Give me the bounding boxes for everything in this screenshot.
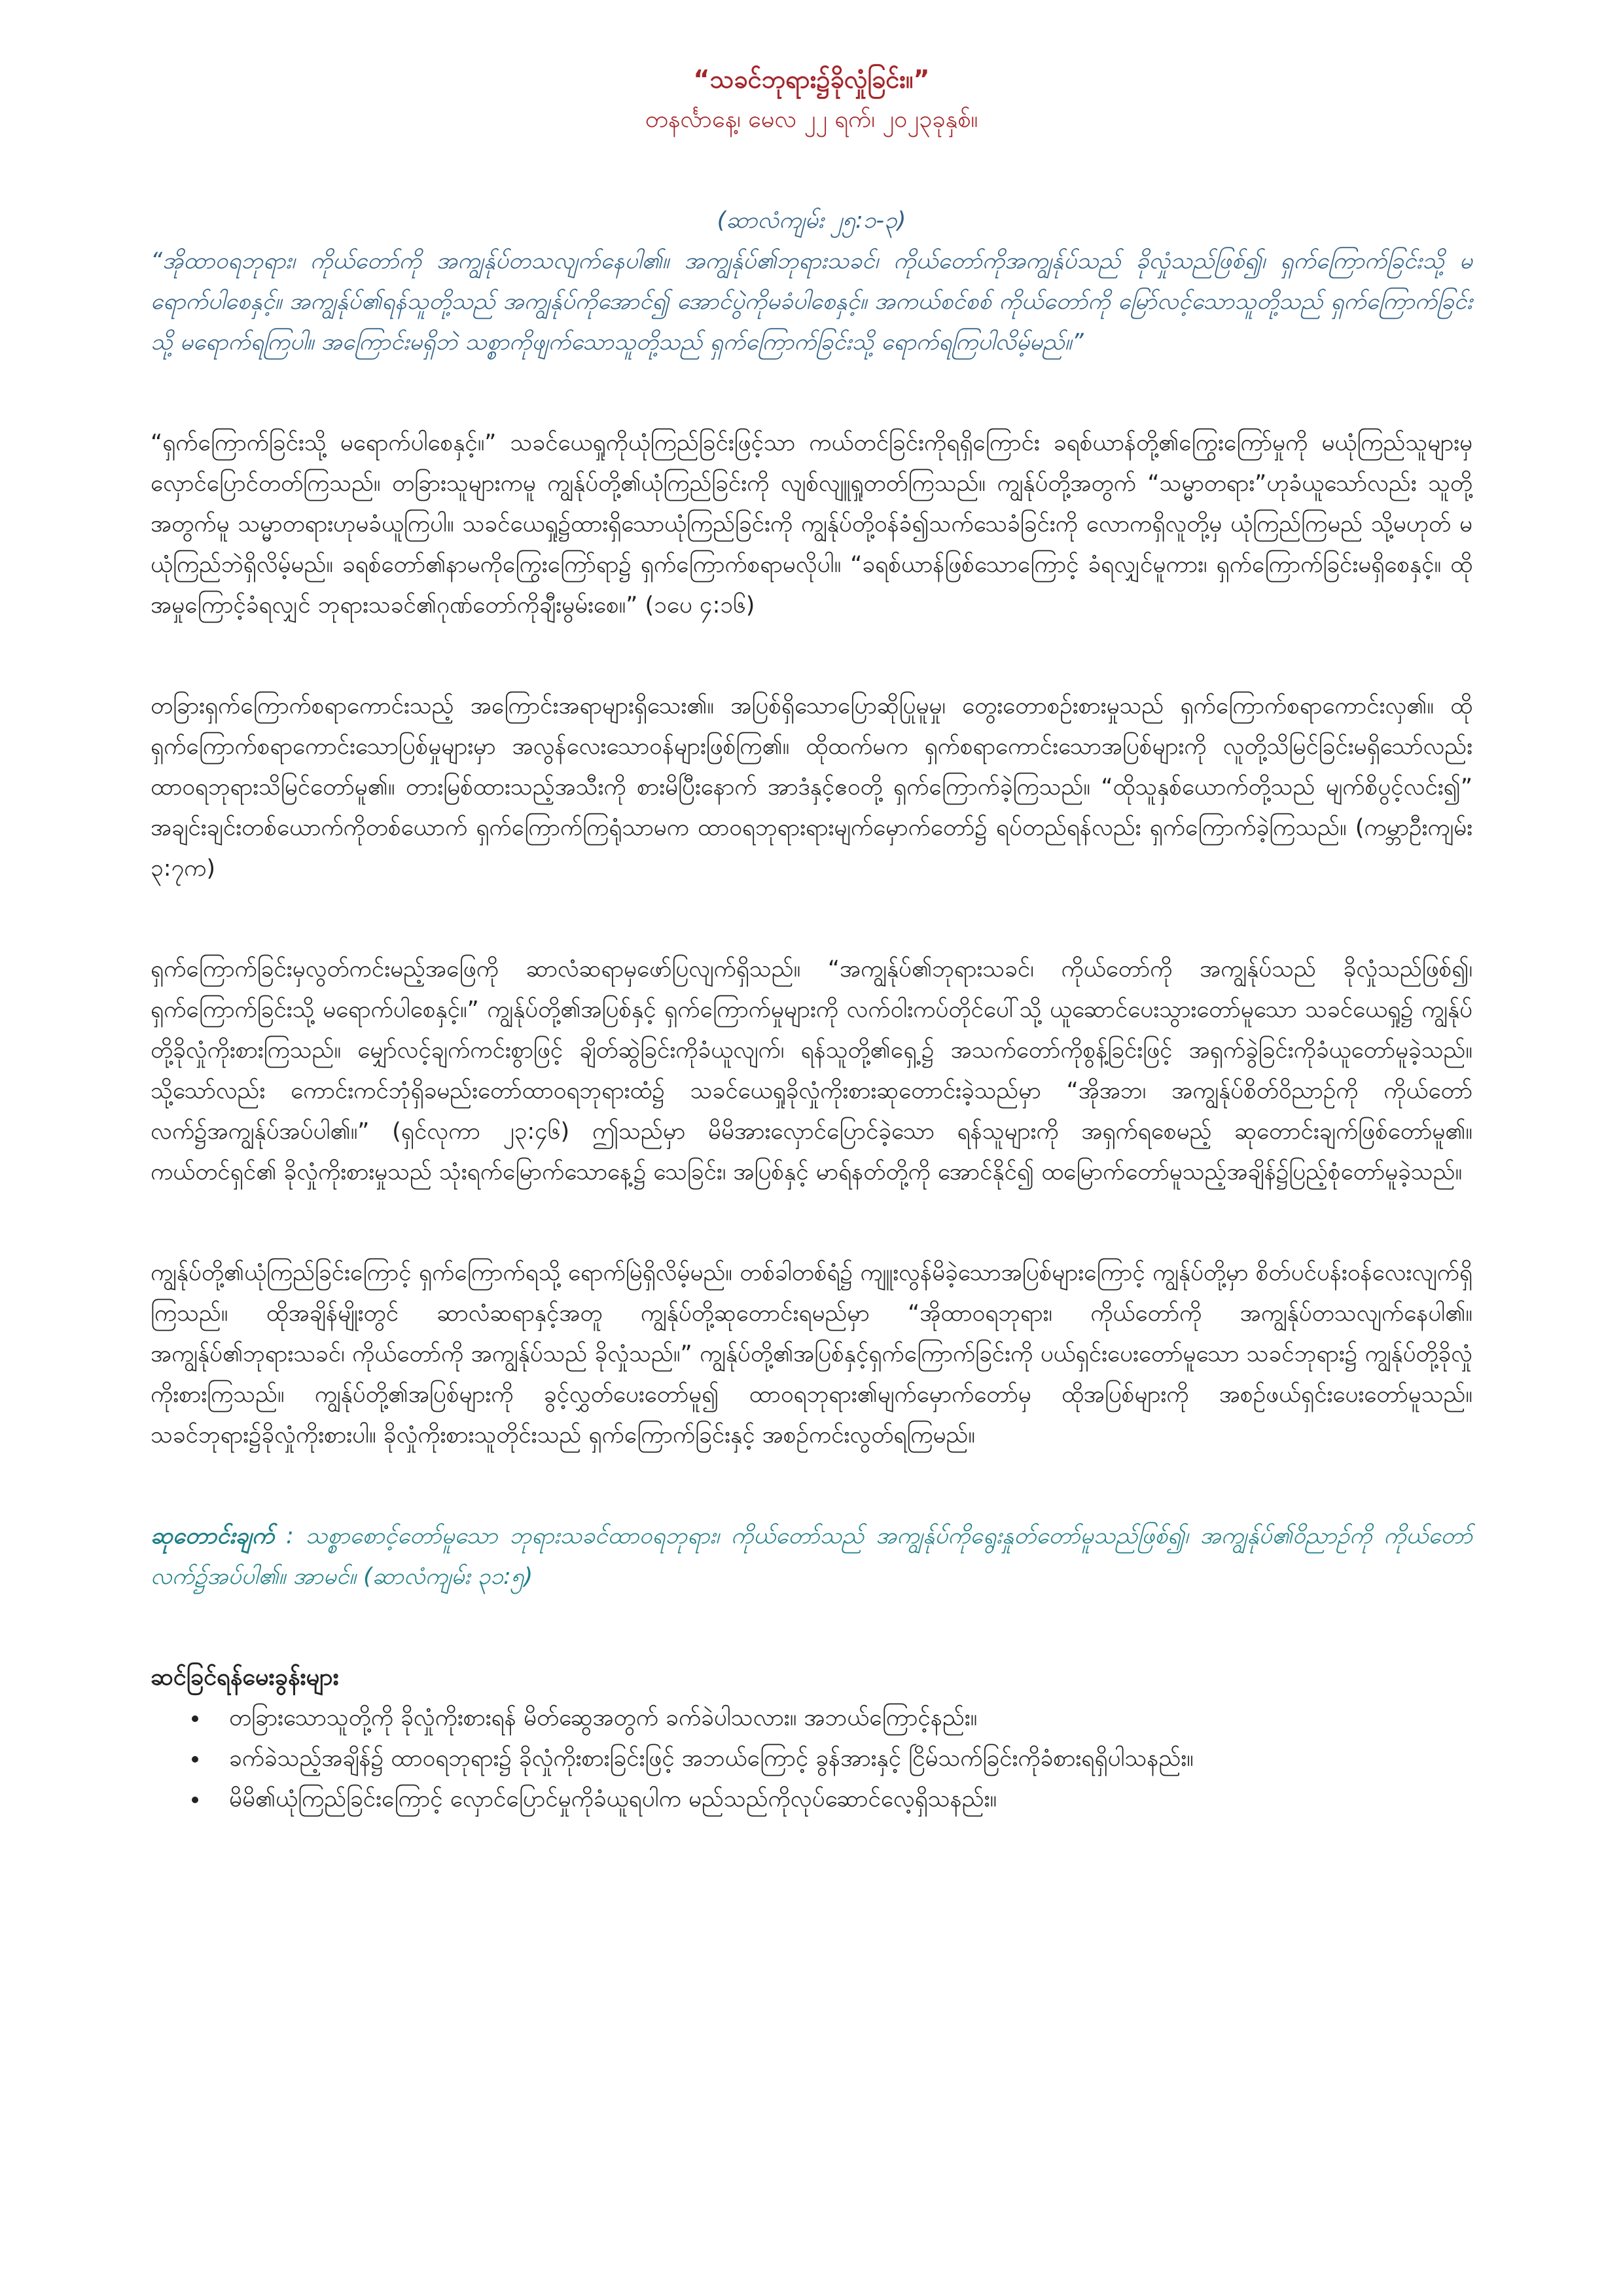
devotional-page (151, 59, 1472, 1820)
scripture-reference: (ဆာလံကျမ်း ၂၅:၁-၃) (717, 207, 906, 234)
body-paragraph-3: ရှက်ကြောက်ခြင်းမှလွတ်ကင်းမည့်အဖြေကို ဆာလံဆရာမှဖော်ပြလျက်ရှိသည်။ “အကျွန်ုပ်၏ဘုရားသခင်၊ ကိုယ်တော်ကို အကျွန်ုပ်သည် ခိုလှုံသည်ဖြစ်၍၊ ရှက်ကြောက်ခြင်းသို့ မရောက်ပါစေနှင့်။” ကျွန်ုပ်တို့၏အပြစ်နှင့် ရှက်ကြောက်မှုများကို လက်ဝါးကပ်တိုင်ပေါ်သို့ ယူဆောင်ပေးသွားတော်မူသော သခင်ယေရှု၌ ကျွန်ုပ်တို့ခိုလှုံကိုးစားကြသည်။ မျှော်လင့်ချက်ကင်းစွာဖြင့် ချိတ်ဆွဲခြင်းကိုခံယူလျက်၊ ရန်သူတို့၏ရှေ့၌ အသက်တော်ကိုစွန့်ခြင်းဖြင့် အရှက်ခွဲခြင်းကိုခံယူတော်မူခဲ့သည်။ သို့သော်လည်း ကောင်းကင်ဘုံရှိခမည်းတော်ထာဝရဘုရားထံ၌ သခင်ယေရှုခိုလှုံကိုးစားဆုတောင်းခဲ့သည်မှာ “အိုအဘ၊ အကျွန်ုပ်စိတ်ဝိညာဉ်ကို ကိုယ်တော်လက်၌အကျွန်ုပ်အပ်ပါ၏။” (ရှင်လုကာ ၂၃:၄၆) ဤသည်မှာ မိမိအားလှောင်ပြောင်ခဲ့သော ရန်သူများကို အရှက်ရစေမည့် ဆုတောင်းချက်ဖြစ်တော်မူ၏။ ကယ်တင်ရှင်၏ ခိုလှုံကိုးစားမှုသည် သုံးရက်မြောက်သောနေ့၌ သေခြင်း၊ အပြစ်နှင့် မာရ်နတ်တို့ကို အောင်နိုင်၍ ထမြောက်တော်မူသည့်အချိန်၌ပြည့်စုံတော်မူခဲ့သည်။ (151, 956, 1472, 1185)
prayer (151, 1516, 1472, 1597)
prayer-text: : သစ္စာစောင့်တော်မူသော ဘုရားသခင်ထာဝရဘုရား၊ ကိုယ်တော်သည် အကျွန်ုပ်ကိုရွေးနှုတ်တော်မူသည်ဖြစ်၍၊ အကျွန်ုပ်၏ဝိညာဉ်ကို ကိုယ်တော်လက်၌အပ်ပါ၏။ အာမင်။ (ဆာလံကျမ်း ၃၁:၅) (151, 1523, 1472, 1590)
question-item: • မိမိ၏ယုံကြည်ခြင်းကြောင့် လှောင်ပြောင်မှုကိုခံယူရပါက မည်သည်ကိုလုပ်ဆောင်လေ့ရှိသနည်း။ (209, 1779, 1472, 1820)
questions-list (151, 1698, 1472, 1820)
question-item: • တခြားသောသူတို့ကို ခိုလှုံကိုးစားရန် မိတ်ဆွေအတွက် ခက်ခဲပါသလား။ အဘယ်ကြောင့်နည်း။ (209, 1698, 1472, 1738)
body-paragraph-4: ကျွန်ုပ်တို့၏ယုံကြည်ခြင်းကြောင့် ရှက်ကြောက်ရသို့ ရောက်မြဲရှိလိမ့်မည်။ တစ်ခါတစ်ရံ၌ ကျူးလွန်မိခဲ့သောအပြစ်များကြောင့် ကျွန်ုပ်တို့မှာ စိတ်ပင်ပန်းဝန်လေးလျက်ရှိကြသည်။ ထိုအချိန်မျိုးတွင် ဆာလံဆရာနှင့်အတူ ကျွန်ုပ်တို့ဆုတောင်းရမည်မှာ “အိုထာဝရဘုရား၊ ကိုယ်တော်ကို အကျွန်ုပ်တသလျက်နေပါ၏။ အကျွန်ုပ်၏ဘုရားသခင်၊ ကိုယ်တော်ကို အကျွန်ုပ်သည် ခိုလှုံသည်။” ကျွန်ုပ်တို့၏အပြစ်နှင့်ရှက်ကြောက်ခြင်းကို ပယ်ရှင်းပေးတော်မူသော သခင်ဘုရား၌ ကျွန်ုပ်တို့ခိုလှုံကိုးစားကြသည်။ ကျွန်ုပ်တို့၏အပြစ်များကို ခွင့်လွှတ်ပေးတော်မူ၍ ထာဝရဘုရား၏မျက်မှောက်တော်မှ ထိုအပြစ်များကို အစဉ်ဖယ်ရှင်းပေးတော်မူသည်။ သခင်ဘုရား၌ခိုလှုံကိုးစားပါ။ ခိုလှုံကိုးစားသူတိုင်းသည် ရှက်ကြောက်ခြင်းနှင့် အစဉ်ကင်းလွတ်ရကြမည်။ (151, 1260, 1472, 1448)
question-item: • ခက်ခဲသည့်အချိန်၌ ထာဝရဘုရား၌ ခိုလှုံကိုးစားခြင်းဖြင့် အဘယ်ကြောင့် ခွန်အားနှင့် ငြိမ်သက်ခြင်းကိုခံစားရရှိပါသနည်း။ (209, 1738, 1472, 1779)
questions-heading: ဆင်ခြင်ရန်မေးခွန်းများ (151, 1664, 339, 1691)
scripture-text: “အိုထာဝရဘုရား၊ ကိုယ်တော်ကို အကျွန်ုပ်တသလျက်နေပါ၏။ အကျွန်ုပ်၏ဘုရားသခင်၊ ကိုယ်တော်ကိုအကျွန်ုပ်သည် ခိုလှုံသည်ဖြစ်၍၊ ရှက်ကြောက်ခြင်းသို့ မရောက်ပါစေနှင့်။ အကျွန်ုပ်၏ရန်သူတို့သည် အကျွန်ုပ်ကိုအောင်၍ အောင်ပွဲကိုမခံပါစေနှင့်။ အကယ်စင်စစ် ကိုယ်တော်ကို မြော်လင့်သောသူတို့သည် ရှက်ကြောက်ခြင်းသို့ မရောက်ရကြပါ။ အကြောင်းမရှိဘဲ သစ္စာကိုဖျက်သောသူတို့သည် ရှက်ကြောက်ခြင်းသို့ ရောက်ရကြပါလိမ့်မည်။” (151, 248, 1472, 355)
body-paragraph-1: “ရှက်ကြောက်ခြင်းသို့ မရောက်ပါစေနှင့်။” သခင်ယေရှုကိုယုံကြည်ခြင်းဖြင့်သာ ကယ်တင်ခြင်းကိုရရှိကြောင်း ခရစ်ယာန်တို့၏ကြွေးကြော်မှုကို မယုံကြည်သူများမှ လှောင်ပြောင်တတ်ကြသည်။ တခြားသူများကမူ ကျွန်ုပ်တို့၏ယုံကြည်ခြင်းကို လျစ်လျူရှုတတ်ကြသည်။ ကျွန်ုပ်တို့အတွက် “သမ္မာတရား”ဟုခံယူသော်လည်း သူတို့အတွက်မူ သမ္မာတရားဟုမခံယူကြပါ။ သခင်ယေရှု၌ထားရှိသောယုံကြည်ခြင်းကို ကျွန်ုပ်တို့ဝန်ခံ၍သက်သေခံခြင်းကို လောကရှိလူတို့မှ ယုံကြည်ကြမည် သို့မဟုတ် မယုံကြည်ဘဲရှိလိမ့်မည်။ ခရစ်တော်၏နာမကိုကြွေးကြော်ရာ၌ ရှက်ကြောက်စရာမလိုပါ။ “ခရစ်ယာန်ဖြစ်သောကြောင့် ခံရလျှင်မူကား၊ ရှက်ကြောက်ခြင်းမရှိစေနှင့်။ ထိုအမှုကြောင့်ခံရလျှင် ဘုရားသခင်၏ဂုဏ်တော်ကိုချီးမွမ်းစေ။” (၁ပေ ၄:၁၆) (151, 430, 1472, 619)
body-paragraph-2: တခြားရှက်ကြောက်စရာကောင်းသည့် အကြောင်းအရာများရှိသေး၏။ အပြစ်ရှိသောပြောဆိုပြုမူမှု၊ တွေးတောစဉ်းစားမှုသည် ရှက်ကြောက်စရာကောင်းလှ၏။ ထိုရှက်ကြောက်စရာကောင်းသောပြစ်မှုများမှာ အလွန်လေးသောဝန်များဖြစ်ကြ၏။ ထိုထက်မက ရှက်စရာကောင်းသောအပြစ်များကို လူတို့သိမြင်ခြင်းမရှိသော်လည်း ထာဝရဘုရားသိမြင်တော်မူ၏။ တားမြစ်ထားသည့်အသီးကို စားမိပြီးနောက် အာဒံနှင့်ဧဝတို့ ရှက်ကြောက်ခဲ့ကြသည်။ “ထိုသူနှစ်ယောက်တို့သည် မျက်စိပွင့်လင်း၍” အချင်းချင်းတစ်ယောက်ကိုတစ်ယောက် ရှက်ကြောက်ကြရုံသာမက ထာဝရဘုရားရားမျက်မှောက်တော်၌ ရပ်တည်ရန်လည်း ရှက်ကြောက်ခဲ့ကြသည်။ (ကမ္ဘာဦးကျမ်း ၃:၇က) (151, 693, 1472, 882)
page-date: တနင်္လာနေ့၊ မေလ ၂၂ ရက်၊ ၂၀၂၃ခုနှစ်။ (645, 106, 978, 133)
prayer-label: ဆုတောင်းချက် (151, 1523, 275, 1549)
page-title: “သခင်ဘုရား၌ခိုလှုံခြင်း။” (693, 65, 930, 94)
